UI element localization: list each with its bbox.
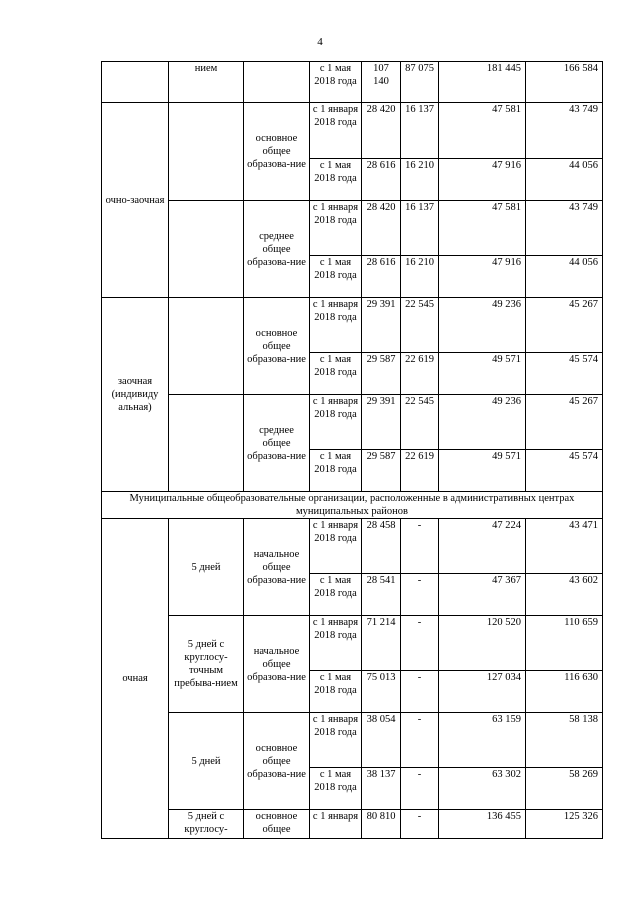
value-cell: 63 302	[439, 768, 526, 810]
value-cell: 120 520	[439, 616, 526, 671]
value-cell: 47 916	[439, 159, 526, 201]
days-cell	[169, 298, 244, 395]
value-cell: 44 056	[526, 159, 603, 201]
value-cell: 80 810	[362, 810, 401, 839]
period-cell: с 1 мая 2018 года	[310, 353, 362, 395]
value-cell: 43 749	[526, 201, 603, 256]
value-cell: -	[401, 519, 439, 574]
days-cell: нием	[169, 62, 244, 103]
table-row	[102, 395, 603, 450]
value-cell: 38 054	[362, 713, 401, 768]
value-cell: 71 214	[362, 616, 401, 671]
period-cell: с 1 мая 2018 года	[310, 159, 362, 201]
value-cell: 28 541	[362, 574, 401, 616]
table-row	[102, 103, 603, 159]
period-cell: с 1 января 2018 года	[310, 519, 362, 574]
period-cell: с 1 мая 2018 года	[310, 671, 362, 713]
value-cell: 22 619	[401, 353, 439, 395]
value-cell: 58 138	[526, 713, 603, 768]
level-cell: основное общее образова-ние	[244, 103, 310, 201]
value-cell: 28 458	[362, 519, 401, 574]
value-cell: 107 140	[362, 62, 401, 103]
value-cell: 43 749	[526, 103, 603, 159]
page-number: 4	[317, 36, 323, 48]
days-cell	[169, 395, 244, 492]
level-cell: среднее общее образова-ние	[244, 395, 310, 492]
form-cell: заочная (индивиду альная)	[102, 298, 169, 492]
table-row	[102, 616, 603, 671]
days-cell: 5 дней	[169, 519, 244, 616]
value-cell: 45 574	[526, 353, 603, 395]
value-cell: 16 137	[401, 103, 439, 159]
value-cell: 110 659	[526, 616, 603, 671]
form-cell	[102, 62, 169, 103]
period-cell: с 1 января 2018 года	[310, 201, 362, 256]
value-cell: 29 587	[362, 450, 401, 492]
value-cell: 28 420	[362, 201, 401, 256]
value-cell: 45 267	[526, 298, 603, 353]
value-cell: -	[401, 810, 439, 839]
value-cell: 166 584	[526, 62, 603, 103]
value-cell: -	[401, 713, 439, 768]
period-cell: с 1 января 2018 года	[310, 616, 362, 671]
value-cell: 49 236	[439, 395, 526, 450]
value-cell: 43 471	[526, 519, 603, 574]
value-cell: 16 210	[401, 256, 439, 298]
table-row	[102, 713, 603, 768]
value-cell: 29 587	[362, 353, 401, 395]
level-cell: среднее общее образова-ние	[244, 201, 310, 298]
level-cell: основное общее образова-ние	[244, 298, 310, 395]
value-cell: 28 420	[362, 103, 401, 159]
value-cell: 47 224	[439, 519, 526, 574]
period-cell: с 1 января	[310, 810, 362, 839]
value-cell: 45 574	[526, 450, 603, 492]
period-cell: с 1 мая 2018 года	[310, 768, 362, 810]
form-cell: очно-заочная	[102, 103, 169, 298]
table-row	[102, 298, 603, 353]
period-cell: с 1 января 2018 года	[310, 395, 362, 450]
value-cell: 38 137	[362, 768, 401, 810]
period-cell: с 1 мая 2018 года	[310, 62, 362, 103]
table-row	[102, 810, 603, 839]
value-cell: 181 445	[439, 62, 526, 103]
value-cell: 136 455	[439, 810, 526, 839]
value-cell: 28 616	[362, 256, 401, 298]
value-cell: 45 267	[526, 395, 603, 450]
value-cell: 63 159	[439, 713, 526, 768]
value-cell: 29 391	[362, 395, 401, 450]
value-cell: -	[401, 616, 439, 671]
value-cell: 75 013	[362, 671, 401, 713]
value-cell: 22 545	[401, 298, 439, 353]
value-cell: 43 602	[526, 574, 603, 616]
days-cell: 5 дней	[169, 713, 244, 810]
value-cell: 58 269	[526, 768, 603, 810]
value-cell: 28 616	[362, 159, 401, 201]
value-cell: 127 034	[439, 671, 526, 713]
value-cell: 49 236	[439, 298, 526, 353]
level-cell: основное общее	[244, 810, 310, 839]
value-cell: 29 391	[362, 298, 401, 353]
days-cell	[169, 103, 244, 201]
value-cell: 125 326	[526, 810, 603, 839]
level-cell	[244, 62, 310, 103]
days-cell: 5 дней с круглосу-точным пребыва-нием	[169, 616, 244, 713]
value-cell: 116 630	[526, 671, 603, 713]
value-cell: 47 367	[439, 574, 526, 616]
tariff-table	[101, 61, 603, 839]
table-row	[102, 519, 603, 574]
value-cell: 47 916	[439, 256, 526, 298]
value-cell: -	[401, 574, 439, 616]
period-cell: с 1 января 2018 года	[310, 103, 362, 159]
table-row	[102, 492, 603, 519]
value-cell: 49 571	[439, 353, 526, 395]
value-cell: -	[401, 768, 439, 810]
value-cell: 16 210	[401, 159, 439, 201]
value-cell: 44 056	[526, 256, 603, 298]
value-cell: 49 571	[439, 450, 526, 492]
section-header: Муниципальные общеобразовательные организации, расположенные в административных центрах муниципальных районов	[102, 492, 603, 519]
days-cell	[169, 201, 244, 298]
table-row	[102, 62, 603, 103]
value-cell: 16 137	[401, 201, 439, 256]
value-cell: 22 619	[401, 450, 439, 492]
days-cell: 5 дней с круглосу-	[169, 810, 244, 839]
value-cell: 47 581	[439, 201, 526, 256]
value-cell: 22 545	[401, 395, 439, 450]
level-cell: начальное общее образова-ние	[244, 616, 310, 713]
period-cell: с 1 января 2018 года	[310, 713, 362, 768]
period-cell: с 1 мая 2018 года	[310, 256, 362, 298]
level-cell: основное общее образова-ние	[244, 713, 310, 810]
value-cell: -	[401, 671, 439, 713]
level-cell: начальное общее образова-ние	[244, 519, 310, 616]
value-cell: 87 075	[401, 62, 439, 103]
table-row	[102, 201, 603, 256]
form-cell: очная	[102, 519, 169, 839]
period-cell: с 1 мая 2018 года	[310, 574, 362, 616]
period-cell: с 1 января 2018 года	[310, 298, 362, 353]
period-cell: с 1 мая 2018 года	[310, 450, 362, 492]
value-cell: 47 581	[439, 103, 526, 159]
